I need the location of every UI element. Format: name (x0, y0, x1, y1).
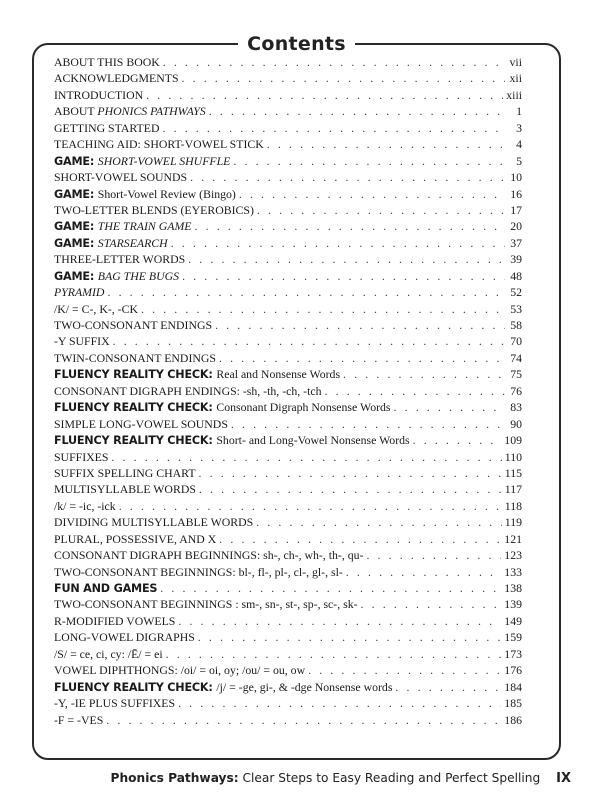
toc-entry (54, 383, 522, 399)
toc-entry-title (54, 202, 257, 218)
toc-entry (54, 153, 522, 169)
toc-entry-page: 115 (504, 465, 522, 480)
toc-entry-title (54, 383, 325, 399)
toc-entry-page: 110 (504, 449, 522, 464)
toc-entry-page: 75 (510, 367, 522, 382)
toc-entry-text: SIMPLE LONG-VOWEL SOUNDS (54, 416, 228, 431)
toc-entry-page: 74 (510, 350, 522, 365)
toc-entry-text: PYRAMID (54, 285, 105, 300)
toc-entry-page: 1 (516, 104, 522, 119)
toc-entry-text: LONG-VOWEL DIGRAPHS (54, 630, 195, 645)
toc-entry (54, 416, 522, 432)
toc-dot-leader (209, 103, 505, 119)
toc-entry-page: 139 (504, 597, 522, 612)
toc-entry-title (54, 54, 163, 70)
toc-entry-page: 109 (504, 433, 522, 448)
toc-entry-title (54, 679, 395, 695)
toc-entry-prefix: FLUENCY REALITY CHECK: (54, 434, 217, 448)
toc-entry-text: Real and Nonsense Words (216, 367, 341, 382)
toc-entry (54, 317, 522, 333)
toc-dot-leader (413, 432, 502, 448)
toc-entry-title (54, 498, 119, 514)
toc-dot-leader (233, 153, 505, 169)
toc-entry-text: CONSONANT DIGRAPH BEGINNINGS: sh-, ch-, wh-, th-, qu- (54, 548, 364, 563)
toc-dot-leader (195, 218, 505, 234)
toc-entry (54, 629, 522, 645)
toc-entry-text: -Y, -IE PLUS SUFFIXES (54, 696, 176, 711)
toc-entry-page: 17 (510, 202, 522, 217)
toc-entry-page: 16 (510, 186, 522, 201)
toc-entry (54, 564, 522, 580)
toc-entry-prefix: GAME: (54, 269, 98, 283)
toc-entry-text: INTRODUCTION (54, 87, 144, 102)
toc-entry (54, 514, 522, 530)
toc-entry (54, 646, 522, 662)
toc-entry-text: SUFFIXES (54, 449, 109, 464)
toc-entry (54, 186, 522, 202)
toc-entry-prefix: FLUENCY REALITY CHECK: (54, 680, 217, 694)
toc-entry-text: TWO-CONSONANT BEGINNINGS: bl-, fl-, pl-, cl-, gl-, sl- (54, 564, 343, 579)
toc-entry-page: vii (509, 55, 522, 69)
toc-entry-title (54, 350, 219, 366)
toc-entry-title (54, 580, 160, 596)
toc-dot-leader (346, 564, 502, 580)
footer-page-number: IX (556, 771, 571, 786)
toc-entry-text: TWO-CONSONANT BEGINNINGS : sm-, sn-, st-, sp-, sc-, sk- (54, 597, 358, 612)
toc-dot-leader (308, 662, 501, 678)
toc-dot-leader (163, 120, 506, 136)
toc-entry-page: 10 (510, 170, 522, 185)
toc-entry-page: 76 (510, 383, 522, 398)
toc-dot-leader (219, 531, 501, 547)
toc-entry-title (54, 481, 199, 497)
toc-entry-title (54, 449, 111, 465)
toc-dot-leader (106, 712, 501, 728)
toc-dot-leader (107, 284, 505, 300)
toc-entry-text: TEACHING AID: SHORT-VOWEL STICK (54, 137, 264, 152)
toc-entry-title (54, 399, 394, 415)
toc-dot-leader (199, 481, 502, 497)
toc-entry-title (54, 153, 233, 169)
toc-dot-leader (113, 333, 505, 349)
toc-entry-text: MULTISYLLABLE WORDS (54, 482, 196, 497)
toc-entry-title (54, 646, 166, 662)
toc-entry-page: 48 (510, 268, 522, 283)
toc-entry (54, 169, 522, 185)
toc-dot-leader (166, 646, 502, 662)
toc-entry-title (54, 564, 346, 580)
toc-entry-title (54, 613, 178, 629)
toc-dot-leader (171, 235, 505, 251)
toc-dot-leader (111, 449, 501, 465)
toc-entry (54, 613, 522, 629)
toc-entry (54, 531, 522, 547)
toc-entry (54, 695, 522, 711)
toc-dot-leader (267, 136, 505, 152)
toc-entry-text: /S/ = ce, ci, cy: /Ē/ = ei (54, 646, 163, 661)
toc-entry-italic-text: PHONICS PATHWAYS (97, 104, 206, 119)
toc-entry-page: 118 (504, 498, 522, 513)
toc-entry-title (54, 87, 146, 103)
toc-entry (54, 432, 522, 448)
toc-entry (54, 366, 522, 382)
toc-entry (54, 251, 522, 267)
toc-entry-page: 149 (504, 613, 522, 628)
toc-entry-page: 20 (510, 219, 522, 234)
toc-entry-page: 117 (504, 482, 522, 497)
toc-entry (54, 202, 522, 218)
toc-dot-leader (395, 679, 501, 695)
toc-entry-title (54, 268, 182, 284)
toc-entry-prefix: GAME: (54, 236, 98, 250)
toc-entry-title (54, 531, 219, 547)
toc-dot-leader (257, 202, 505, 218)
toc-entry-text: ABOUT (54, 104, 98, 119)
toc-entry-title (54, 333, 113, 349)
toc-entry-page: 138 (504, 581, 522, 595)
toc-entry-page: 4 (516, 137, 522, 152)
toc-entry-page: 185 (504, 696, 522, 711)
toc-entry (54, 580, 522, 596)
toc-entry-text: Short-Vowel Review (Bingo) (97, 186, 236, 201)
toc-entry-title (54, 317, 215, 333)
toc-entry (54, 301, 522, 317)
footer-subtitle: Clear Steps to Easy Reading and Perfect Spelling (242, 771, 541, 785)
toc-entry-text: CONSONANT DIGRAPH ENDINGS: -sh, -th, -ch, -tch (54, 383, 322, 398)
toc-entry-text: /j/ = -ge, gi-, & -dge Nonsense words (216, 679, 393, 694)
toc-entry-text: TWIN-CONSONANT ENDINGS (54, 350, 216, 365)
toc-entry-title (54, 70, 182, 86)
toc-entry-title (54, 186, 239, 202)
toc-entry-page: 123 (504, 548, 522, 563)
toc-entry-page: 58 (510, 318, 522, 332)
toc-entry (54, 70, 522, 86)
toc-entry-page: 53 (510, 301, 522, 316)
toc-entry (54, 449, 522, 465)
toc-entry (54, 547, 522, 563)
toc-entry-title (54, 301, 141, 317)
toc-dot-leader (256, 514, 502, 530)
toc-entry-page: 119 (504, 515, 522, 530)
contents-heading: Contents (238, 33, 355, 55)
toc-entry-title (54, 695, 178, 711)
toc-dot-leader (182, 70, 505, 86)
toc-entry (54, 498, 522, 514)
toc-dot-leader (119, 498, 502, 514)
toc-entry-title (54, 103, 209, 119)
toc-entry-text: BAG THE BUGS (97, 268, 180, 283)
toc-entry-title (54, 629, 198, 645)
toc-entry-text: Short- and Long-Vowel Nonsense Words (216, 433, 410, 448)
toc-entry-title (54, 416, 231, 432)
table-of-contents (54, 54, 522, 728)
toc-dot-leader (325, 383, 506, 399)
toc-entry-text: R-MODIFIED VOWELS (54, 613, 176, 628)
toc-entry-prefix: FUN AND GAMES (54, 582, 158, 595)
toc-entry-text: TWO-LETTER BLENDS (EYEROBICS) (54, 202, 254, 217)
toc-entry-page: 5 (516, 153, 522, 168)
toc-entry-text: -Y SUFFIX (54, 334, 110, 349)
toc-entry-text: ACKNOWLEDGMENTS (54, 71, 179, 86)
toc-dot-leader (343, 366, 505, 382)
toc-entry (54, 350, 522, 366)
toc-dot-leader (394, 399, 505, 415)
toc-entry-text: STARSEARCH (97, 235, 168, 250)
toc-entry (54, 268, 522, 284)
page-footer (111, 769, 571, 788)
toc-entry (54, 399, 522, 415)
toc-entry-text: PLURAL, POSSESSIVE, AND X (54, 531, 217, 546)
toc-entry-text: /K/ = C-, K-, -CK (54, 301, 138, 316)
toc-entry-page: xiii (506, 87, 522, 102)
toc-entry-title (54, 366, 343, 382)
toc-entry-prefix: GAME: (54, 220, 98, 234)
toc-entry-page: 173 (504, 646, 522, 661)
toc-entry (54, 218, 522, 234)
toc-entry-prefix: FLUENCY REALITY CHECK: (54, 368, 217, 382)
toc-entry-text: Consonant Digraph Nonsense Words (216, 400, 391, 415)
toc-dot-leader (366, 547, 501, 563)
toc-entry-text: ABOUT THIS BOOK (54, 55, 160, 69)
toc-entry (54, 120, 522, 136)
toc-entry-page: 159 (504, 630, 522, 645)
toc-entry-title (54, 712, 106, 728)
toc-entry-title (54, 136, 267, 152)
toc-dot-leader (198, 629, 502, 645)
toc-entry-text: SUFFIX SPELLING CHART (54, 465, 196, 480)
toc-entry-text: /k/ = -ic, -ick (54, 498, 116, 513)
toc-entry-prefix: FLUENCY REALITY CHECK: (54, 401, 217, 415)
toc-dot-leader (163, 54, 505, 70)
toc-entry-title (54, 432, 413, 448)
toc-dot-leader (231, 416, 505, 432)
toc-entry (54, 679, 522, 695)
toc-entry-text: GETTING STARTED (54, 120, 160, 135)
toc-entry-text: THE TRAIN GAME (97, 219, 192, 234)
toc-entry-prefix: GAME: (54, 187, 98, 201)
toc-entry-page: 39 (510, 252, 522, 267)
toc-entry (54, 465, 522, 481)
toc-dot-leader (188, 251, 505, 267)
toc-entry-page: 133 (504, 564, 522, 579)
toc-entry-page: xii (509, 71, 522, 86)
toc-entry (54, 596, 522, 612)
toc-entry-title (54, 547, 366, 563)
toc-dot-leader (239, 186, 505, 202)
toc-entry (54, 284, 522, 300)
toc-entry (54, 662, 522, 678)
toc-entry-text: VOWEL DIPHTHONGS: /oi/ = oi, oy; /ou/ = ou, ow (54, 663, 306, 678)
toc-entry-title (54, 218, 195, 234)
toc-entry-page: 176 (504, 663, 522, 678)
toc-entry-title (54, 284, 107, 300)
toc-entry-page: 184 (504, 679, 522, 694)
toc-entry-title (54, 662, 308, 678)
toc-entry (54, 136, 522, 152)
toc-entry-text: THREE-LETTER WORDS (54, 252, 186, 267)
toc-entry-page: 70 (510, 334, 522, 349)
toc-entry-page: 52 (510, 285, 522, 300)
toc-dot-leader (219, 350, 505, 366)
toc-entry (54, 54, 522, 70)
toc-entry-title (54, 235, 171, 251)
toc-entry-prefix: GAME: (54, 154, 98, 168)
toc-entry-title (54, 596, 361, 612)
toc-entry-text: TWO-CONSONANT ENDINGS (54, 318, 213, 332)
toc-entry-text: -F = -VES (54, 712, 104, 727)
toc-dot-leader (361, 596, 502, 612)
toc-entry (54, 333, 522, 349)
toc-entry (54, 87, 522, 103)
toc-entry (54, 235, 522, 251)
toc-entry-text: SHORT-VOWEL SOUNDS (54, 170, 188, 185)
toc-dot-leader (146, 87, 503, 103)
toc-entry-page: 186 (504, 712, 522, 727)
toc-entry-page: 3 (516, 120, 522, 135)
toc-entry-text: SHORT-VOWEL SHUFFLE (97, 153, 231, 168)
toc-entry-page: 90 (510, 416, 522, 431)
toc-entry-page: 83 (510, 400, 522, 415)
toc-dot-leader (199, 465, 502, 481)
toc-entry (54, 103, 522, 119)
toc-entry (54, 481, 522, 497)
toc-dot-leader (190, 169, 505, 185)
toc-entry-title (54, 465, 199, 481)
toc-entry (54, 712, 522, 728)
footer-book-name: Phonics Pathways: (110, 771, 239, 785)
toc-dot-leader (160, 580, 501, 596)
toc-entry-page: 37 (510, 235, 522, 250)
toc-entry-title (54, 514, 256, 530)
toc-entry-title (54, 120, 163, 136)
toc-dot-leader (141, 301, 505, 317)
toc-dot-leader (215, 317, 505, 333)
toc-entry-text: DIVIDING MULTISYLLABLE WORDS (54, 515, 254, 530)
toc-dot-leader (178, 613, 501, 629)
toc-dot-leader (178, 695, 501, 711)
toc-entry-page: 121 (504, 531, 522, 546)
toc-dot-leader (182, 268, 505, 284)
toc-entry-title (54, 169, 190, 185)
toc-entry-title (54, 251, 188, 267)
